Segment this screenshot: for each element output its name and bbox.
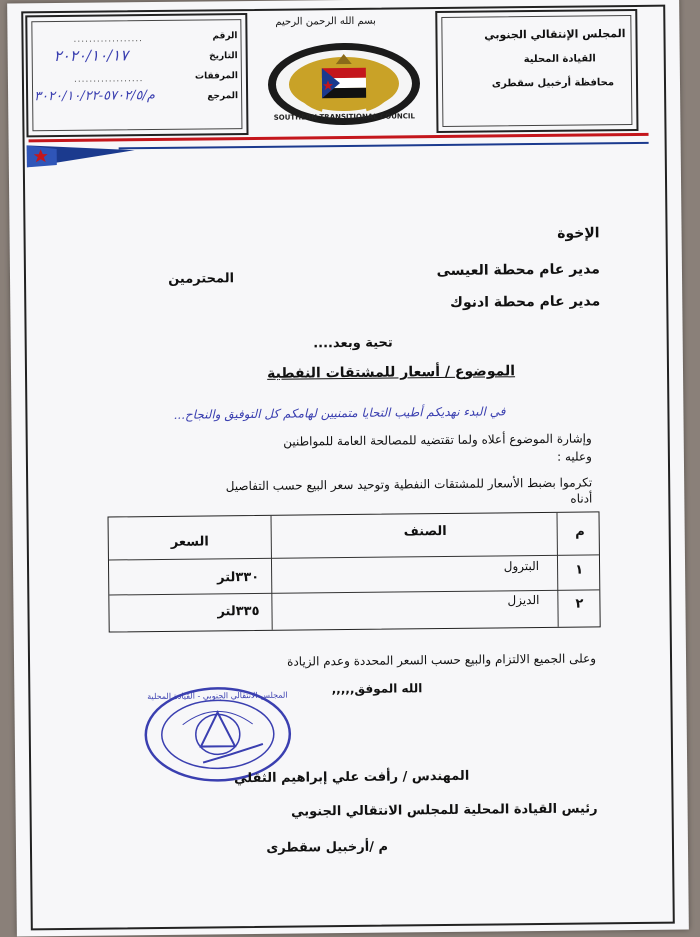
- date-label: التاريخ: [209, 51, 238, 62]
- flag-mark: [27, 136, 137, 171]
- org-governorate: محافظة أرخبيل سقطرى: [491, 77, 615, 90]
- greeting: تحية وبعد....: [313, 335, 393, 352]
- org-subtitle: القيادة المحلية: [523, 53, 596, 66]
- attachments-dots: ..................: [73, 74, 144, 85]
- date-value: ٢٠٢٠/١٠/١٧: [53, 46, 129, 66]
- logo-caption: SOUTHERN TRANSITIONAL COUNCIL: [273, 112, 415, 122]
- row-item: الديزل: [507, 593, 540, 608]
- attachments-label: المرفقات: [194, 71, 238, 82]
- closing-line: وعلى الجميع الالتزام والبيع حسب السعر المحددة وعدم الزيادة: [287, 651, 597, 669]
- body-line-1: وإشارة الموضوع أعلاه ولما تقتضيه للمصالحة العامة للمواطنين: [283, 431, 592, 449]
- letter-page: [7, 0, 689, 936]
- stamp-text: المجلس الانتقالي الجنوبي - القيادة المحلية: [147, 690, 288, 702]
- org-name: المجلس الإنتقالي الجنوبي: [484, 27, 626, 42]
- row-no: ١: [575, 562, 584, 578]
- prices-table: [108, 511, 601, 632]
- body-line-3: تكرموا بضبط الأسعار للمشتقات النفطية وتوحيد سعر البيع حسب التفاصيل: [225, 475, 593, 494]
- basmala: بسم الله الرحمن الرحيم: [275, 15, 376, 28]
- header-no: م: [575, 524, 585, 540]
- signatory-name: المهندس / رأفت علي إبراهيم الثقلي: [233, 768, 470, 787]
- handwritten-greeting: في البدء نهديكم أطيب التحايا متمنيين لهامكم كل التوفيق والنجاح...: [173, 404, 506, 422]
- reference-box: [25, 13, 248, 137]
- org-header-box: [435, 9, 638, 133]
- signatory-title: رئيس القيادة المحلية للمجلس الانتقالي الجنوبي: [290, 801, 598, 820]
- body-line-2: وعليه :: [556, 449, 592, 464]
- signatory-location: م /أرخبيل سقطرى: [266, 839, 389, 856]
- recipient-2: مدير عام محطة ادنوك: [450, 293, 601, 311]
- reference-value: م/٥٧٠٢/٥-٣٠٢٠/١٠/٢٢: [34, 88, 155, 105]
- closing-prayer: الله الموفق,,,,,: [331, 681, 423, 697]
- header-price: السعر: [170, 534, 209, 550]
- header-item: الصنف: [403, 523, 447, 540]
- honorific: المحترمين: [168, 271, 235, 287]
- salutation: الإخوة: [557, 225, 600, 242]
- row-price: ٣٣٠لتر: [216, 569, 260, 586]
- reference-label: المرجع: [207, 91, 239, 102]
- council-logo: [266, 39, 423, 133]
- body-line-4: أدناه: [570, 491, 593, 506]
- number-dots: ..................: [73, 34, 144, 45]
- subject: الموضوع / أسعار للمشتقات النفطية: [267, 363, 516, 382]
- recipient-1: مدير عام محطة العيسى: [436, 261, 601, 280]
- row-no: ٢: [575, 596, 584, 612]
- row-item: البترول: [503, 559, 540, 574]
- number-label: الرقم: [212, 31, 238, 42]
- row-price: ٣٣٥لتر: [217, 603, 260, 620]
